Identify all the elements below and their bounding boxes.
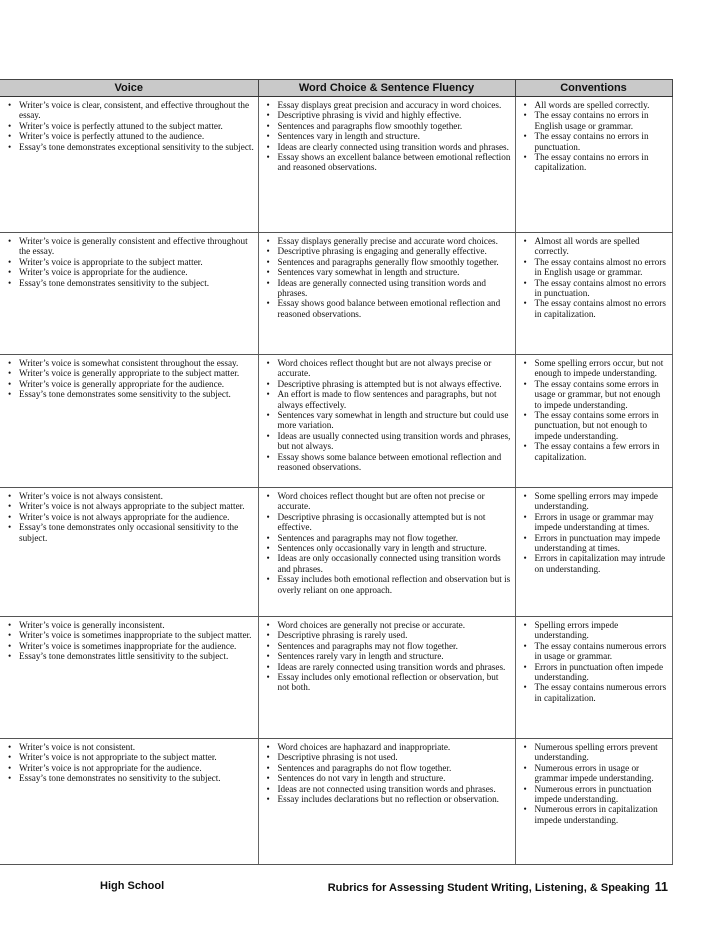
criterion-item: • Errors in punctuation may impede understanding at times. xyxy=(520,533,669,554)
page-number: 11 xyxy=(654,880,668,894)
rubric-row xyxy=(0,617,672,739)
criterion-item: • Descriptive phrasing is attempted but is not always effective. xyxy=(263,379,512,389)
rubric-row xyxy=(0,97,672,233)
criterion-item: • Sentences and paragraphs may not flow together. xyxy=(263,533,512,543)
conventions-cell xyxy=(515,233,672,355)
criterion-item: • Word choices are generally not precise or accurate. xyxy=(263,620,512,630)
column-header-conventions: Conventions xyxy=(515,80,672,97)
footer-level-label: High School xyxy=(100,880,165,892)
criterion-item: • Writer’s voice is appropriate for the audience. xyxy=(0,267,255,277)
criterion-item: • Some spelling errors occur, but not enough to impede understanding. xyxy=(520,358,669,379)
conventions-cell xyxy=(515,355,672,488)
criterion-item: • Ideas are rarely connected using transition words and phrases. xyxy=(263,662,512,672)
criterion-item: • Writer’s voice is not appropriate for the audience. xyxy=(0,763,255,773)
criterion-item: • Ideas are only occasionally connected using transition words and phrases. xyxy=(263,553,512,574)
criterion-item: • Writer’s voice is not always appropriate to the subject matter. xyxy=(0,501,255,511)
rubric-row xyxy=(0,355,672,488)
criterion-item: • Ideas are not connected using transition words and phrases. xyxy=(263,784,512,794)
voice-cell xyxy=(0,97,258,233)
criterion-item: • Sentences rarely vary in length and structure. xyxy=(263,651,512,661)
criterion-item: • Writer’s voice is not always consistent. xyxy=(0,491,255,501)
conventions-cell xyxy=(515,617,672,739)
criterion-item: • Writer’s voice is not consistent. xyxy=(0,742,255,752)
criterion-item: • Sentences vary somewhat in length and structure. xyxy=(263,267,512,277)
criterion-item: • The essay contains a few errors in capitalization. xyxy=(520,441,669,462)
criterion-item: • Writer’s voice is sometimes inappropriate for the audience. xyxy=(0,641,255,651)
criterion-item: • Word choices are haphazard and inappropriate. xyxy=(263,742,512,752)
rubric-table xyxy=(0,79,673,865)
criterion-item: • All words are spelled correctly. xyxy=(520,100,669,110)
rubric-row xyxy=(0,233,672,355)
criterion-item: • Some spelling errors may impede understanding. xyxy=(520,491,669,512)
criterion-item: • The essay contains no errors in punctuation. xyxy=(520,131,669,152)
criterion-item: • Sentences and paragraphs may not flow together. xyxy=(263,641,512,651)
voice-cell xyxy=(0,233,258,355)
criterion-item: • Ideas are generally connected using transition words and phrases. xyxy=(263,278,512,299)
criterion-item: • Word choices reflect thought but are often not precise or accurate. xyxy=(263,491,512,512)
criterion-item: • Ideas are clearly connected using transition words and phrases. xyxy=(263,142,512,152)
criterion-item: • Writer’s voice is sometimes inappropriate to the subject matter. xyxy=(0,630,255,640)
criterion-item: • Essay’s tone demonstrates some sensitivity to the subject. xyxy=(0,389,255,399)
criterion-item: • Essay shows some balance between emotional reflection and reasoned observations. xyxy=(263,452,512,473)
voice-cell xyxy=(0,617,258,739)
criterion-item: • Writer’s voice is generally appropriate for the audience. xyxy=(0,379,255,389)
criterion-item: • Descriptive phrasing is occasionally attempted but is not effective. xyxy=(263,512,512,533)
criterion-item: • Numerous errors in punctuation impede understanding. xyxy=(520,784,669,805)
rubric-row xyxy=(0,739,672,865)
voice-cell xyxy=(0,488,258,617)
criterion-item: • Numerous errors in capitalization impede understanding. xyxy=(520,804,669,825)
criterion-item: • The essay contains almost no errors in English usage or grammar. xyxy=(520,257,669,278)
criterion-item: • Writer’s voice is appropriate to the subject matter. xyxy=(0,257,255,267)
conventions-cell xyxy=(515,488,672,617)
criterion-item: • Errors in punctuation often impede understanding. xyxy=(520,662,669,683)
word-choice-cell xyxy=(258,617,515,739)
criterion-item: • Sentences and paragraphs flow smoothly together. xyxy=(263,121,512,131)
criterion-item: • Sentences and paragraphs do not flow together. xyxy=(263,763,512,773)
word-choice-cell xyxy=(258,233,515,355)
criterion-item: • The essay contains some errors in punctuation, but not enough to impede understanding. xyxy=(520,410,669,441)
criterion-item: • Writer’s voice is generally appropriate to the subject matter. xyxy=(0,368,255,378)
criterion-item: • Descriptive phrasing is engaging and generally effective. xyxy=(263,246,512,256)
criterion-item: • Writer’s voice is somewhat consistent throughout the essay. xyxy=(0,358,255,368)
criterion-item: • Essay includes declarations but no reflection or observation. xyxy=(263,794,512,804)
criterion-item: • Essay’s tone demonstrates exceptional sensitivity to the subject. xyxy=(0,142,255,152)
word-choice-cell xyxy=(258,355,515,488)
criterion-item: • Essay displays generally precise and accurate word choices. xyxy=(263,236,512,246)
criterion-item: • Essay shows an excellent balance between emotional reflection and reasoned observations. xyxy=(263,152,512,173)
criterion-item: • Essay’s tone demonstrates only occasional sensitivity to the subject. xyxy=(0,522,255,543)
criterion-item: • Numerous errors in usage or grammar impede understanding. xyxy=(520,763,669,784)
criterion-item: • Numerous spelling errors prevent understanding. xyxy=(520,742,669,763)
voice-cell xyxy=(0,355,258,488)
word-choice-cell xyxy=(258,739,515,865)
criterion-item: • The essay contains almost no errors in punctuation. xyxy=(520,278,669,299)
criterion-item: • The essay contains no errors in capitalization. xyxy=(520,152,669,173)
criterion-item: • The essay contains some errors in usage or grammar, but not enough to impede understanding. xyxy=(520,379,669,410)
footer-title-text: Rubrics for Assessing Student Writing, Listening, & Speaking xyxy=(327,882,650,894)
criterion-item: • Writer’s voice is generally inconsistent. xyxy=(0,620,255,630)
criterion-item: • Writer’s voice is perfectly attuned to the audience. xyxy=(0,131,255,141)
criterion-item: • The essay contains almost no errors in capitalization. xyxy=(520,298,669,319)
criterion-item: • Writer’s voice is not always appropriate for the audience. xyxy=(0,512,255,522)
criterion-item: • Writer’s voice is not appropriate to the subject matter. xyxy=(0,752,255,762)
criterion-item: • Essay includes only emotional reflection or observation, but not both. xyxy=(263,672,512,693)
column-header-word-choice: Word Choice & Sentence Fluency xyxy=(258,80,515,97)
criterion-item: • Essay shows good balance between emotional reflection and reasoned observations. xyxy=(263,298,512,319)
criterion-item: • Word choices reflect thought but are not always precise or accurate. xyxy=(263,358,512,379)
criterion-item: • Essay’s tone demonstrates no sensitivity to the subject. xyxy=(0,773,255,783)
word-choice-cell xyxy=(258,488,515,617)
criterion-item: • Descriptive phrasing is vivid and highly effective. xyxy=(263,110,512,120)
header-row xyxy=(0,80,672,97)
rubric-row xyxy=(0,488,672,617)
criterion-item: • Writer’s voice is clear, consistent, and effective throughout the essay. xyxy=(0,100,255,121)
criterion-item: • Essay’s tone demonstrates sensitivity to the subject. xyxy=(0,278,255,288)
criterion-item: • Essay’s tone demonstrates little sensitivity to the subject. xyxy=(0,651,255,661)
footer-book-title xyxy=(328,880,668,894)
conventions-cell xyxy=(515,739,672,865)
criterion-item: • Spelling errors impede understanding. xyxy=(520,620,669,641)
criterion-item: • An effort is made to flow sentences and paragraphs, but not always effectively. xyxy=(263,389,512,410)
criterion-item: • Sentences only occasionally vary in length and structure. xyxy=(263,543,512,553)
column-header-voice: Voice xyxy=(0,80,258,97)
criterion-item: • Writer’s voice is perfectly attuned to the subject matter. xyxy=(0,121,255,131)
criterion-item: • The essay contains numerous errors in capitalization. xyxy=(520,682,669,703)
word-choice-cell xyxy=(258,97,515,233)
criterion-item: • Descriptive phrasing is not used. xyxy=(263,752,512,762)
criterion-item: • Errors in usage or grammar may impede understanding at times. xyxy=(520,512,669,533)
criterion-item: • Sentences vary somewhat in length and structure but could use more variation. xyxy=(263,410,512,431)
criterion-item: • Essay displays great precision and accuracy in word choices. xyxy=(263,100,512,110)
criterion-item: • Sentences vary in length and structure. xyxy=(263,131,512,141)
criterion-item: • Ideas are usually connected using transition words and phrases, but not always. xyxy=(263,431,512,452)
criterion-item: • Essay includes both emotional reflection and observation but is overly reliant on one approach. xyxy=(263,574,512,595)
criterion-item: • The essay contains numerous errors in usage or grammar. xyxy=(520,641,669,662)
conventions-cell xyxy=(515,97,672,233)
criterion-item: • Almost all words are spelled correctly. xyxy=(520,236,669,257)
criterion-item: • Sentences and paragraphs generally flow smoothly together. xyxy=(263,257,512,267)
criterion-item: • The essay contains no errors in English usage or grammar. xyxy=(520,110,669,131)
voice-cell xyxy=(0,739,258,865)
criterion-item: • Descriptive phrasing is rarely used. xyxy=(263,630,512,640)
criterion-item: • Writer’s voice is generally consistent and effective throughout the essay. xyxy=(0,236,255,257)
criterion-item: • Sentences do not vary in length and structure. xyxy=(263,773,512,783)
criterion-item: • Errors in capitalization may intrude on understanding. xyxy=(520,553,669,574)
